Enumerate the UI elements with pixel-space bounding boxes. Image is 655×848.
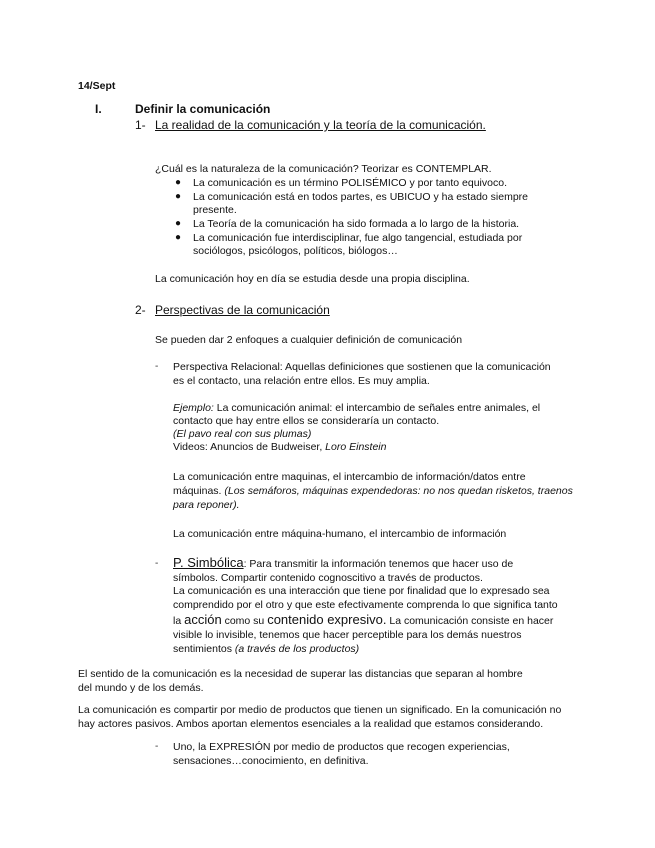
- section-title: Definir la comunicación: [135, 102, 271, 116]
- subsection-number-1: 1-: [135, 118, 146, 132]
- dash-marker: -: [155, 558, 159, 569]
- simbolica-italic: (a través de los productos): [234, 643, 360, 655]
- maquinas-italic: (Los semáforos, máquinas expendedoras: no nos quedan risketos, traenos: [224, 485, 573, 497]
- simbolica-line-4: comprendido por el otro y que este efectivamente comprenda lo que significa tanto: [173, 599, 558, 611]
- simbolica-text: la: [173, 615, 185, 627]
- question-text: ¿Cuál es la naturaleza de la comunicación? Teorizar es CONTEMPLAR.: [155, 163, 492, 175]
- maquinas-line-2: [173, 485, 573, 498]
- videos-line: [173, 441, 386, 454]
- simbolica-text: como su: [221, 615, 268, 627]
- simbolica-text: sentimientos: [173, 643, 235, 655]
- simbolica-line-2: símbolos. Compartir contenido cognoscitivo a través de productos.: [173, 572, 483, 584]
- sentido-line-2: del mundo y de los demás.: [78, 682, 204, 694]
- simbolica-text: La comunicación consiste en hacer: [386, 615, 554, 627]
- bullet-dot: ●: [175, 191, 182, 202]
- bullet-dot: ●: [175, 218, 182, 229]
- maquinas-line-3: para reponer).: [173, 499, 240, 511]
- simbolica-line-6: visible lo invisible, tenemos que hacer perceptible para los demás nuestros: [173, 629, 522, 641]
- ejemplo-line-1: [173, 402, 540, 415]
- simbolica-label: P. Simbólica: [173, 555, 244, 570]
- ejemplo-line-3: (El pavo real con sus plumas): [173, 428, 312, 440]
- paragraph-today: La comunicación hoy en día se estudia desde una propia disciplina.: [155, 273, 470, 285]
- relacional-line: es el contacto, una relación entre ellos. Es muy amplia.: [173, 375, 430, 387]
- bullet-dot: ●: [175, 232, 182, 243]
- paragraph-intro: Se pueden dar 2 enfoques a cualquier definición de comunicación: [155, 334, 463, 346]
- expresion-line-2: sensaciones…conocimiento, en definitiva.: [173, 755, 369, 767]
- videos-italic: Loro Einstein: [325, 441, 387, 453]
- date-heading: 14/Sept: [78, 80, 116, 92]
- simbolica-contenido: contenido expresivo.: [267, 612, 387, 627]
- compartir-line-1: La comunicación es compartir por medio de productos que tienen un significado. En la comunicación no: [78, 704, 562, 716]
- simbolica-accion: acción: [184, 612, 222, 627]
- bullet-item: La Teoría de la comunicación ha sido formada a lo largo de la historia.: [193, 218, 520, 230]
- subsection-number-2: 2-: [135, 303, 146, 317]
- maquinas-line-1: La comunicación entre maquinas, el intercambio de información/datos entre: [173, 471, 526, 483]
- ejemplo-text: La comunicación animal: el intercambio de señales entre animales, el: [213, 402, 541, 414]
- dash-marker: -: [155, 741, 159, 752]
- dash-marker: -: [155, 361, 159, 372]
- simbolica-line-5: [173, 613, 553, 628]
- relacional-line: Perspectiva Relacional: Aquellas definiciones que sostienen que la comunicación: [173, 361, 551, 373]
- section-roman-numeral: I.: [95, 102, 102, 116]
- compartir-line-2: hay actores pasivos. Ambos aportan elementos esenciales a la realidad que estamos considerando.: [78, 718, 544, 730]
- subsection-title-2: Perspectivas de la comunicación: [155, 303, 330, 317]
- bullet-item-continuation: sociólogos, psicólogos, políticos, biólogos…: [193, 245, 398, 257]
- bullet-dot: ●: [175, 177, 182, 188]
- bullet-item: La comunicación fue interdisciplinar, fue algo tangencial, estudiada por: [193, 232, 523, 244]
- bullet-item: La comunicación está en todos partes, es UBICUO y ha estado siempre: [193, 191, 529, 203]
- maquina-humano-line: La comunicación entre máquina-humano, el intercambio de información: [173, 528, 507, 540]
- bullet-item: La comunicación es un término POLISÉMICO y por tanto equivoco.: [193, 177, 507, 189]
- maquinas-text: máquinas.: [173, 485, 225, 497]
- simbolica-line-3: La comunicación es una interacción que tiene por finalidad que lo expresado sea: [173, 585, 550, 597]
- sentido-line-1: El sentido de la comunicación es la necesidad de superar las distancias que separan al hombre: [78, 668, 523, 680]
- simbolica-text: : Para transmitir la información tenemos que hacer uso de: [243, 558, 514, 570]
- subsection-title-1: La realidad de la comunicación y la teoría de la comunicación.: [155, 118, 486, 132]
- ejemplo-line-2: contacto que hay entre ellos se consideraría un contacto.: [173, 415, 440, 427]
- bullet-item-continuation: presente.: [193, 204, 237, 216]
- ejemplo-label: Ejemplo:: [173, 402, 214, 414]
- simbolica-line-7: [173, 643, 359, 656]
- expresion-line-1: Uno, la EXPRESIÓN por medio de productos que recogen experiencias,: [173, 741, 510, 753]
- simbolica-line-1: [173, 556, 513, 571]
- videos-text: Videos: Anuncios de Budweiser,: [173, 441, 326, 453]
